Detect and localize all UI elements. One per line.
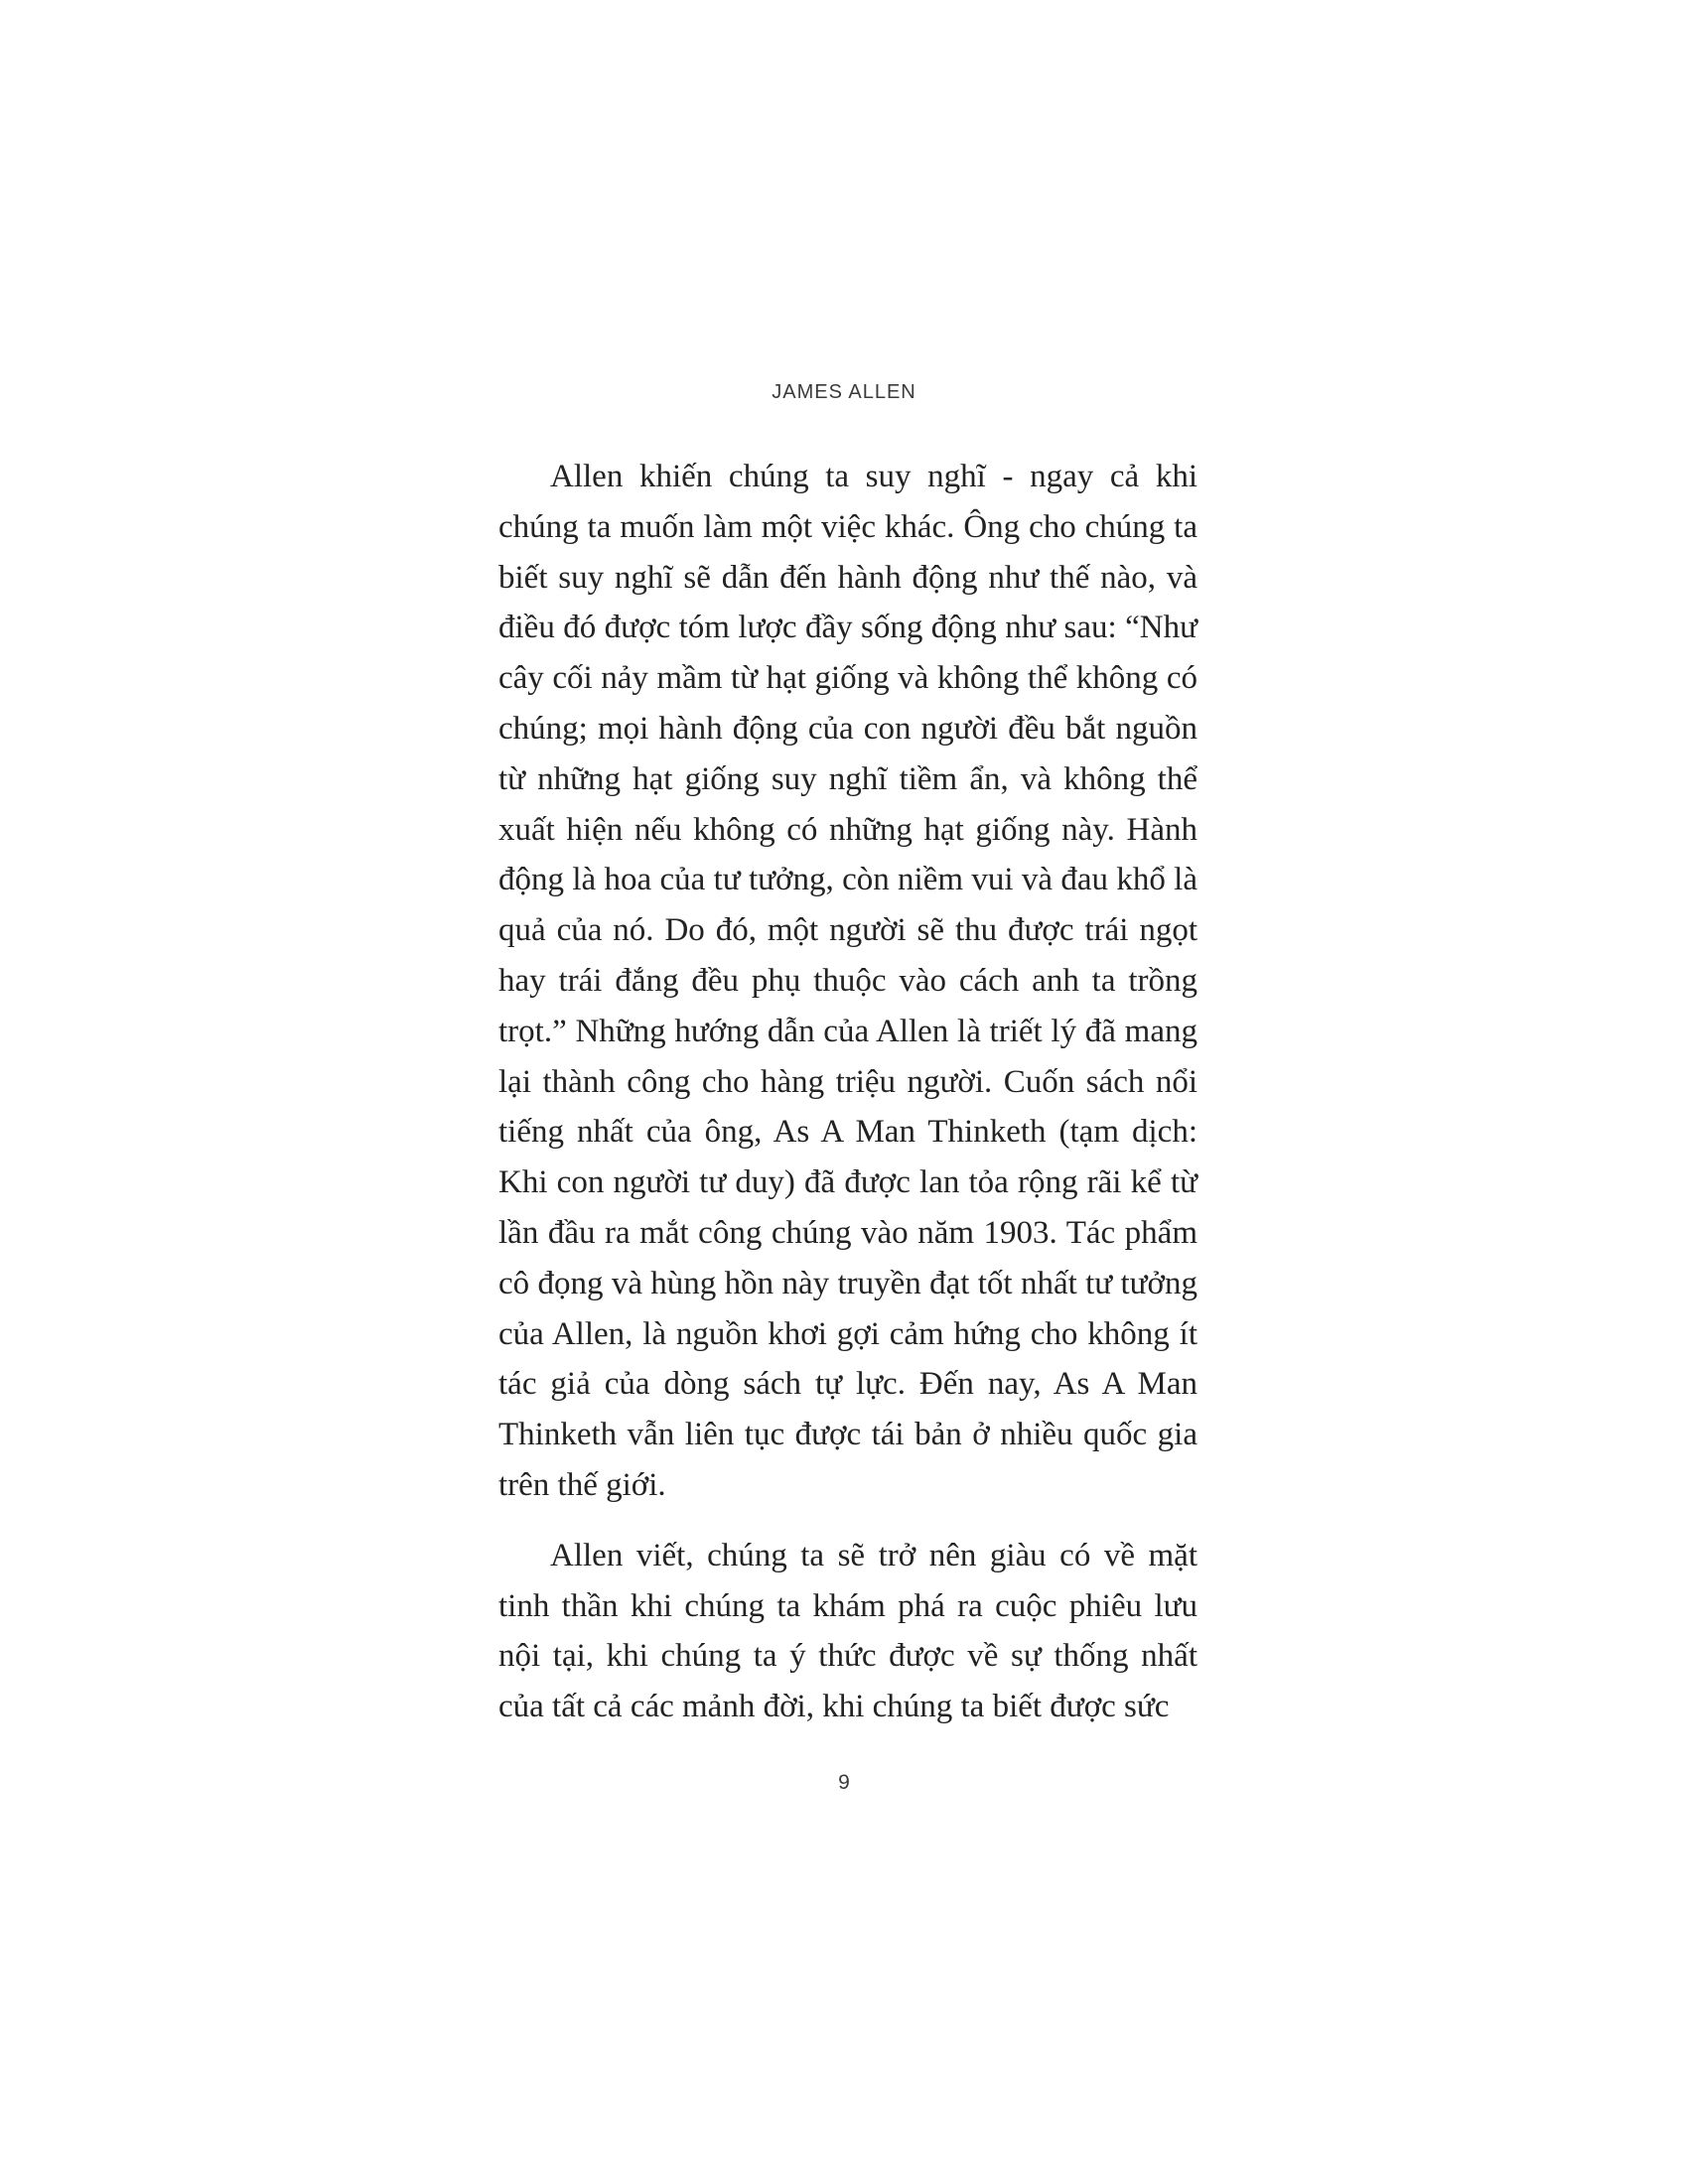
paragraph-1: Allen khiến chúng ta suy nghĩ - ngay cả khi chúng ta muốn làm một việc khác. Ông cho chúng ta biết suy nghĩ sẽ dẫn đến hành động như thế nào, và điều đó được tóm lược đầy sống động như sau: “Như cây cối nảy mầm từ hạt giống và không thể không có chúng; mọi hành động của con người đều bắt nguồn từ những hạt giống suy nghĩ tiềm ẩn, và không thể xuất hiện nếu không có những hạt giống này. Hành động là hoa của tư tưởng, còn niềm vui và đau khổ là quả của nó. Do đó, một người sẽ thu được trái ngọt hay trái đắng đều phụ thuộc vào cách anh ta trồng trọt.” Những hướng dẫn của Allen là triết lý đã mang lại thành công cho hàng triệu người. Cuốn sách nổi tiếng nhất của ông, As A Man Thinketh (tạm dịch: Khi con người tư duy) đã được lan tỏa rộng rãi kể từ lần đầu ra mắt công chúng vào năm 1903. Tác phẩm cô đọng và hùng hồn này truyền đạt tốt nhất tư tưởng của Allen, là nguồn khơi gợi cảm hứng cho không ít tác giả của dòng sách tự lực. Đến nay, As A Man Thinketh vẫn liên tục được tái bản ở nhiều quốc gia trên thế giới. (498, 459, 1197, 1503)
running-header-author: JAMES ALLEN (772, 381, 916, 403)
paragraph-2: Allen viết, chúng ta sẽ trở nên giàu có về mặt tinh thần khi chúng ta khám phá ra cuộc phiêu lưu nội tại, khi chúng ta ý thức được về sự thống nhất của tất cả các mảnh đời, khi chúng ta biết được sức (498, 1537, 1197, 1725)
page-number: 9 (838, 1771, 850, 1794)
body-text (498, 452, 1197, 1732)
